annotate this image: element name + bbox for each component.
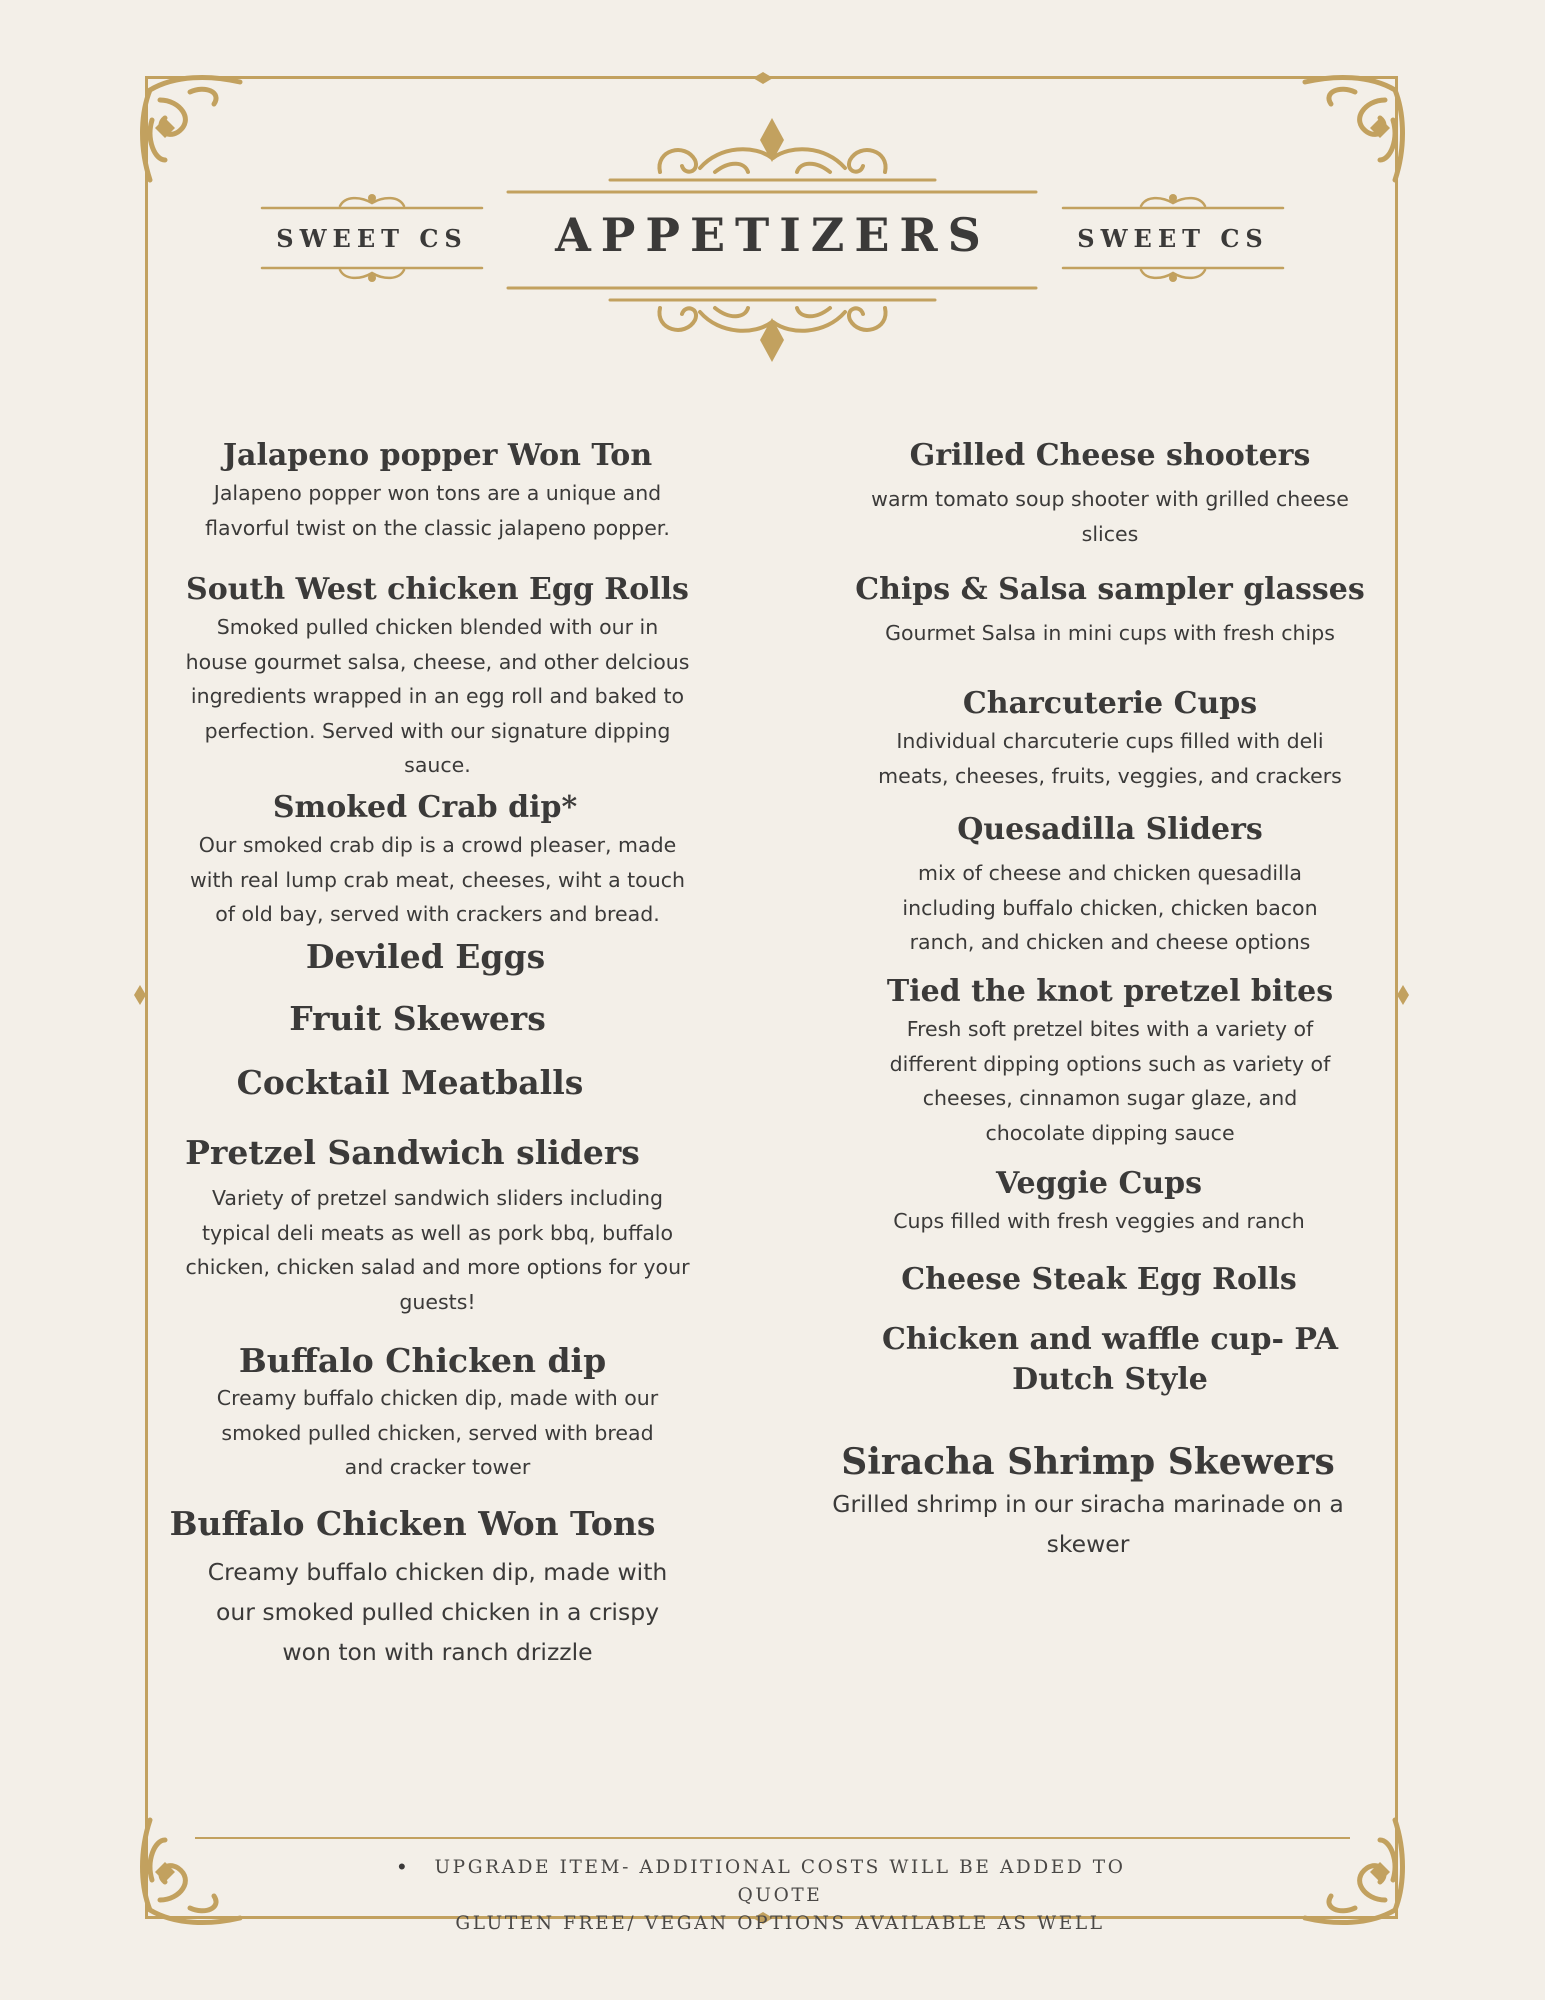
item-description: Creamy buffalo chicken dip, made with our smoked pulled chicken, served with bread and cracker tower [216,1386,659,1479]
item-description: Grilled shrimp in our siracha marinade on a skewer [832,1490,1344,1558]
menu-item [175,788,700,932]
menu-item [830,1164,1390,1239]
item-name: Charcuterie Cups [962,686,1258,721]
item-description: Smoked pulled chicken blended with our in house gourmet salsa, cheese, and other delcious ingredients wrapped in an egg roll and baked to perfection. Served with our signature dipping sauce. [185,615,690,777]
item-name: Quesadilla Sliders [957,812,1263,847]
menu-item [830,810,1390,960]
menu-item [175,1341,700,1485]
menu-item [175,937,700,977]
brand-left: SWEET CS [276,224,468,253]
item-description: Jalapeno popper won tons are a unique and flavorful twist on the classic jalapeno popper. [205,481,670,540]
item-description: Individual charcuterie cups filled with deli meats, cheeses, fruits, veggies, and crackers [878,729,1342,788]
item-description: Cups filled with fresh veggies and ranch [893,1209,1305,1233]
item-name: South West chicken Egg Rolls [186,572,689,607]
item-description: Our smoked crab dip is a crowd pleaser, made with real lump crab meat, cheeses, wiht a touch of old bay, served with crackers and bread. [190,833,685,926]
footer-line-dietary: GLUTEN FREE/ VEGAN OPTIONS AVAILABLE AS WELL [455,1913,1105,1934]
menu-item [830,684,1390,793]
page-title: APPETIZERS [555,208,991,262]
brand-right: SWEET CS [1077,224,1269,253]
menu-item [175,570,700,783]
item-name: Fruit Skewers [289,999,546,1038]
item-name: Veggie Cups [995,1166,1203,1201]
item-description: Creamy buffalo chicken dip, made with our smoked pulled chicken in a crispy won ton with ranch drizzle [207,1558,668,1666]
item-name: Cocktail Meatballs [236,1063,584,1102]
item-name: Pretzel Sandwich sliders [185,1133,640,1172]
item-name: Buffalo Chicken dip [238,1341,607,1380]
item-description: warm tomato soup shooter with grilled cheese slices [871,487,1349,546]
item-name: Deviled Eggs [305,937,546,976]
menu-item [830,972,1390,1150]
menu-item [169,1504,700,1672]
item-description: Fresh soft pretzel bites with a variety of different dipping options such as variety of cheeses, cinnamon sugar glaze, and chocolate dipping sauce [889,1017,1331,1145]
item-name: Cheese Steak Egg Rolls [901,1262,1297,1297]
menu-item [830,436,1390,551]
item-description: mix of cheese and chicken quesadilla including buffalo chicken, chicken bacon ranch, and chicken and cheese options [902,861,1318,954]
item-name: Jalapeno popper Won Ton [222,438,653,473]
footer-divider [195,1837,1350,1839]
menu-item [175,1063,700,1103]
menu-item [830,1442,1390,1564]
item-name: Grilled Cheese shooters [909,438,1311,473]
menu-item [175,1133,700,1319]
menu-item [175,999,700,1039]
item-name: Chicken and waffle cup- PA Dutch Style [881,1322,1339,1397]
menu-item [830,1320,1390,1400]
menu-item [175,436,700,545]
footer-bullet: • [398,1854,406,1879]
item-name: Chips & Salsa sampler glasses [855,572,1365,607]
footer-line-upgrade: UPGRADE ITEM- ADDITIONAL COSTS WILL BE ADDED TO QUOTE [434,1857,1126,1906]
menu-item [830,570,1390,651]
footer-notes [420,1854,1140,1938]
item-name: Smoked Crab dip* [272,790,578,825]
item-name: Buffalo Chicken Won Tons [169,1504,656,1543]
item-description: Variety of pretzel sandwich sliders including typical deli meats as well as pork bbq, buffalo chicken, chicken salad and more options for your guests! [185,1186,690,1314]
item-description: Gourmet Salsa in mini cups with fresh chips [885,621,1335,645]
item-name: Siracha Shrimp Skewers [841,1441,1335,1483]
menu-item [830,1260,1390,1300]
item-name: Tied the knot pretzel bites [886,974,1334,1009]
